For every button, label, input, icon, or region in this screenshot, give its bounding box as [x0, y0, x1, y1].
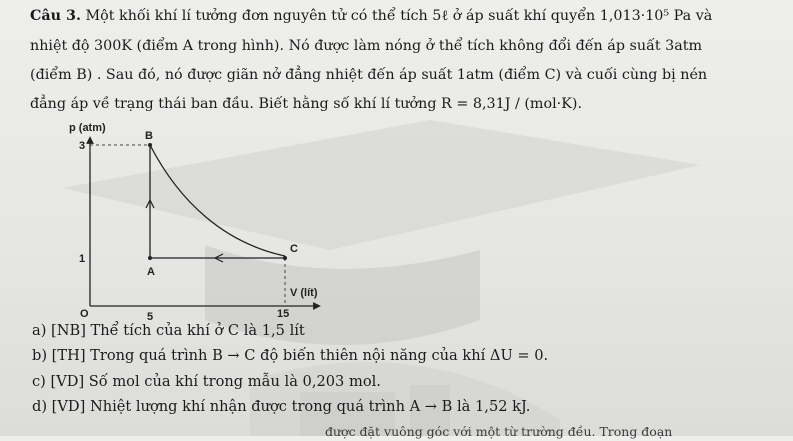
question-line-1 — [30, 7, 775, 25]
point-b-label: B — [145, 130, 153, 142]
cutoff-next-question: được đặt vuông góc với một từ trường đều. Trong đoạn — [325, 424, 673, 439]
x-tick-15: 15 — [277, 308, 290, 320]
pv-diagram — [55, 118, 355, 323]
origin-label: O — [80, 308, 89, 320]
y-tick-1: 1 — [79, 253, 86, 265]
question-line-3: (điểm B) . Sau đó, nó được giãn nở đẳng nhiệt đến áp suất 1atm (điểm C) và cuối cùng bị nén — [30, 67, 708, 83]
question-line-2: nhiệt độ 300K (điểm A trong hình). Nó được làm nóng ở thể tích không đổi đến áp suất 3atm — [30, 38, 703, 54]
option-d: d) [VD] Nhiệt lượng khí nhận được trong quá trình A → B là 1,52 kJ. — [32, 398, 531, 415]
x-axis-label: V (lít) — [290, 287, 318, 299]
point-a-marker — [148, 256, 152, 260]
point-a-label: A — [147, 266, 155, 278]
point-c-marker — [283, 256, 287, 260]
option-a: a) [NB] Thể tích của khí ở C là 1,5 lít — [32, 322, 305, 339]
y-axis-label: p (atm) — [69, 122, 106, 134]
x-tick-5: 5 — [147, 311, 154, 323]
question-text-line-1: Một khối khí lí tưởng đơn nguyên tử có thể tích 5ℓ ở áp suất khí quyển 1,013·10⁵ Pa và — [85, 8, 713, 24]
question-number: Câu 3. — [30, 8, 81, 24]
option-b: b) [TH] Trong quá trình B → C độ biến thiên nội năng của khí ΔU = 0. — [32, 347, 549, 364]
point-c-label: C — [290, 243, 298, 255]
question-line-4: đẳng áp về trạng thái ban đầu. Biết hằng số khí lí tưởng R = 8,31J / (mol·K). — [30, 96, 582, 112]
point-b-marker — [148, 143, 152, 147]
y-tick-3: 3 — [79, 140, 86, 152]
process-b-c — [150, 145, 285, 256]
option-c: c) [VD] Số mol của khí trong mẫu là 0,203 mol. — [32, 373, 381, 390]
